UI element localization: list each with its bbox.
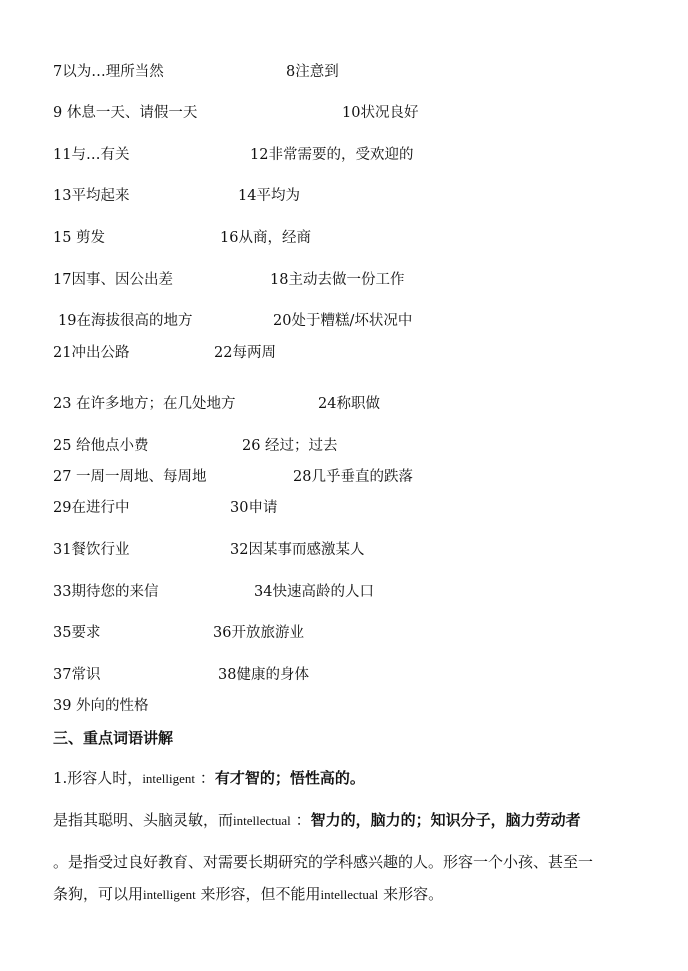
para3-word-intellectual: intellectual [320,887,379,902]
vocab-item-36: 36开放旅游业 [213,625,304,641]
vocab-item-26: 26 经过；过去 [242,438,338,454]
vocab-item-7: 7以为…理所当然 [53,64,164,80]
para1-colon: ： [199,769,215,787]
vocab-item-11: 11与…有关 [53,147,130,163]
vocab-item-16: 16从商，经商 [220,230,311,246]
vocab-item-33: 33期待您的来信 [53,584,159,600]
paragraph-3-line-2 [53,884,443,905]
vocab-item-13: 13平均起来 [53,188,130,204]
vocab-item-34: 34快速高龄的人口 [254,584,374,600]
vocab-item-9: 9 休息一天、请假一天 [53,105,198,121]
vocab-item-39: 39 外向的性格 [53,698,149,714]
para3-line2-a: 条狗，可以用 [53,885,144,903]
vocab-item-30: 30申请 [230,500,278,516]
para2-word: intellectual [233,813,291,828]
vocab-item-38: 38健康的身体 [218,667,309,683]
para2-colon: ： [295,811,311,829]
para3-line2-b: 来形容，但不能用 [200,885,321,903]
para2-meaning: 智力的，脑力的；知识分子，脑力劳动者 [310,811,581,829]
vocab-item-35: 35要求 [53,625,101,641]
paragraph-1 [53,768,365,789]
vocab-item-14: 14平均为 [238,188,300,204]
vocab-item-32: 32因某事而感激某人 [230,542,365,558]
vocab-item-28: 28几乎垂直的跌落 [293,469,413,485]
vocab-item-24: 24称职做 [318,396,380,412]
vocab-item-23: 23 在许多地方；在几处地方 [53,396,236,412]
para1-word: intelligent [142,771,196,786]
vocab-item-19: 19在海拔很高的地方 [58,313,193,329]
vocab-item-10: 10状况良好 [342,105,419,121]
vocab-item-20: 20处于糟糕/坏状况中 [273,313,413,329]
vocab-item-37: 37常识 [53,667,101,683]
vocab-item-27: 27 一周一周地、每周地 [53,469,207,485]
para3-line2-c: 来形容。 [383,885,444,903]
vocab-item-15: 15 剪发 [53,230,106,246]
vocab-item-25: 25 给他点小费 [53,438,149,454]
para1-meaning: 有才智的；悟性高的。 [214,769,365,787]
vocab-item-17: 17因事、因公出差 [53,272,173,288]
vocab-item-29: 29在进行中 [53,500,130,516]
vocab-item-22: 22每两周 [214,345,276,361]
paragraph-3-line-1 [53,852,593,872]
paragraph-2 [53,810,581,831]
para3-line1: 。是指受过良好教育、对需要长期研究的学科感兴趣的人。形容一个小孩、甚至一 [53,853,594,871]
vocab-item-18: 18主动去做一份工作 [270,272,405,288]
section-heading: 三、重点词语讲解 [53,729,174,747]
para2-prefix: 是指其聪明、头脑灵敏，而 [53,811,234,829]
para3-word-intelligent: intelligent [143,887,196,902]
vocab-item-31: 31餐饮行业 [53,542,130,558]
vocab-item-12: 12非常需要的，受欢迎的 [250,147,414,163]
vocab-item-8: 8注意到 [286,64,339,80]
vocab-item-21: 21冲出公路 [53,345,130,361]
para1-prefix: 1.形容人时， [53,769,143,787]
